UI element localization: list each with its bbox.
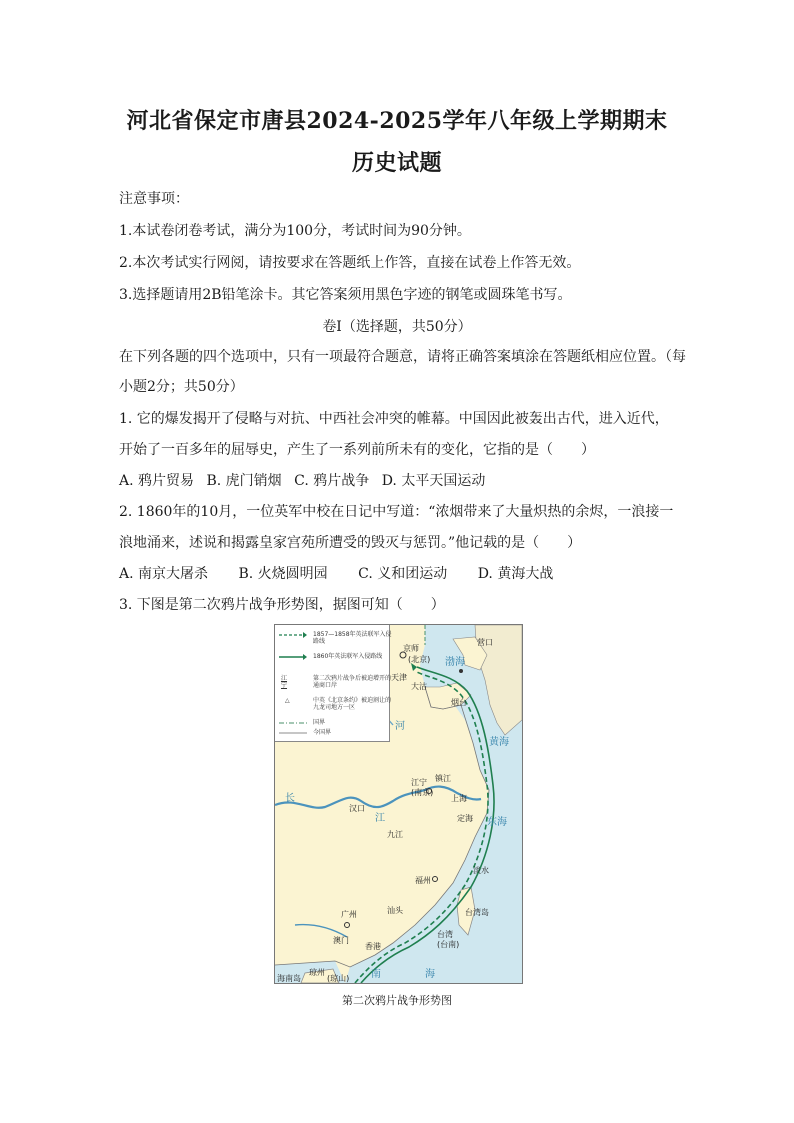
map-caption: 第二次鸦片战争形势图	[342, 994, 452, 1007]
label-hankou: 汉口	[349, 804, 365, 813]
label-jiujiang: 九江	[387, 830, 403, 839]
notice-item-1: 1.本试卷闭卷考试，满分为100分，考试时间为90分钟。	[119, 223, 471, 239]
second-opium-war-map	[274, 624, 523, 984]
label-danshui: 淡水	[473, 866, 489, 875]
label-qiongzhou: 琼州	[309, 968, 325, 977]
option-d[interactable]: D. 太平天国运动	[381, 473, 486, 489]
label-hainan: 海南岛	[277, 974, 301, 983]
label-shantou: 汕头	[387, 906, 403, 915]
option-a[interactable]: A. 鸦片贸易	[119, 473, 195, 489]
question-2-line-2: 浪地涌来，述说和揭露皇家宫苑所遭受的毁灭与惩罚。”他记载的是（ ）	[119, 535, 582, 551]
question-2-options	[119, 563, 689, 583]
label-fuzhou: 福州	[415, 876, 431, 885]
label-taiwan: 台湾	[437, 930, 453, 939]
exam-subject: 历史试题	[351, 150, 442, 176]
notice-item-2: 2.本次考试实行网阅，请按要求在答题纸上作答，直接在试卷上作答无效。	[119, 255, 581, 271]
triangle-icon: △	[285, 697, 290, 704]
guangzhou-marker	[345, 923, 350, 928]
label-yantai: 烟台	[451, 698, 467, 707]
label-huanghai: 黄海	[489, 737, 509, 748]
question-3-line-1: 3. 下图是第二次鸦片战争形势图，据图可知（ ）	[119, 597, 445, 613]
instruction-line-1: 在下列各题的四个选项中，只有一项最符合题意，请将正确答案填涂在答题纸相应位置。（每	[119, 349, 686, 365]
question-1-line-2: 开始了一百多年的屈辱史，产生了一系列前所未有的变化，它指的是（ ）	[119, 442, 595, 458]
question-2-line-1: 2. 1860年的10月，一位英军中校在日记中写道：“浓烟带来了大量炽热的余烬，一浪接一	[119, 504, 674, 520]
map-legend: 1857—1858年英法联军入侵路线 1860年英法联军入侵路线 江宁 第二次鸦片战争后被迫增开的通商口岸 △ 中英《北京条约》被迫割让的九龙司地方一区 国界 今国界	[275, 625, 390, 742]
option-b[interactable]: B. 火烧圆明园	[238, 566, 328, 582]
label-beijing: 京师	[403, 644, 419, 653]
section-heading: 卷Ⅰ（选择题，共50分）	[322, 319, 472, 335]
option-c[interactable]: C. 义和团运动	[358, 566, 448, 582]
dashed-arrow-icon	[279, 632, 307, 638]
legend-sample-city: 江宁	[281, 675, 288, 689]
label-macau: 澳门	[333, 936, 349, 945]
exam-title: 河北省保定市唐县2024-2025学年八年级上学期期末	[126, 108, 668, 134]
label-yingkou: 营口	[477, 638, 493, 647]
instruction-line-2: 小题2分；共50分）	[119, 379, 244, 395]
fuzhou-marker	[433, 877, 438, 882]
question-1-line-1: 1. 它的爆发揭开了侵略与对抗、中西社会冲突的帷幕。中国因此被轰出古代，进入近代，	[119, 411, 669, 427]
label-jiangning: 江宁	[411, 778, 427, 787]
solid-line-icon	[279, 730, 307, 736]
label-tianjin: 天津	[391, 673, 407, 682]
label-nanjing: (南京)	[411, 788, 434, 797]
notice-heading: 注意事项：	[119, 191, 189, 207]
option-a[interactable]: A. 南京大屠杀	[119, 566, 209, 582]
option-d[interactable]: D. 黄海大战	[477, 566, 554, 582]
solid-arrow-icon	[279, 654, 307, 660]
label-guangzhou: 广州	[341, 910, 357, 919]
label-hongkong: 香港	[365, 942, 381, 951]
label-beijing-sub: (北京)	[408, 655, 431, 664]
label-nanhai-2: 海	[425, 969, 435, 980]
dashdot-line-icon	[279, 720, 307, 726]
label-river-jiang: 江	[375, 813, 385, 824]
yantai-marker	[459, 669, 463, 673]
label-qiongshan: (琼山)	[327, 974, 350, 983]
question-1-options	[119, 470, 689, 490]
label-river-chang: 长	[285, 793, 295, 804]
option-b[interactable]: B. 虎门销烟	[206, 473, 282, 489]
label-river-he: 河	[395, 721, 405, 732]
label-zhenjiang: 镇江	[435, 774, 451, 783]
label-nanhai-1: 南	[371, 969, 381, 980]
label-bohai: 渤海	[445, 657, 465, 668]
label-dinghai: 定海	[457, 814, 473, 823]
label-shanghai: 上海	[451, 794, 467, 803]
label-donghai: 东海	[487, 817, 507, 828]
label-taiwan-island: 台湾岛	[465, 908, 489, 917]
option-c[interactable]: C. 鸦片战争	[294, 473, 370, 489]
route-arrowhead	[411, 663, 417, 671]
label-dagu: 大沽	[411, 682, 427, 691]
label-tainan: (台南)	[437, 940, 460, 949]
notice-item-3: 3.选择题请用2B铅笔涂卡。其它答案须用黑色字迹的钢笔或圆珠笔书写。	[119, 287, 572, 303]
